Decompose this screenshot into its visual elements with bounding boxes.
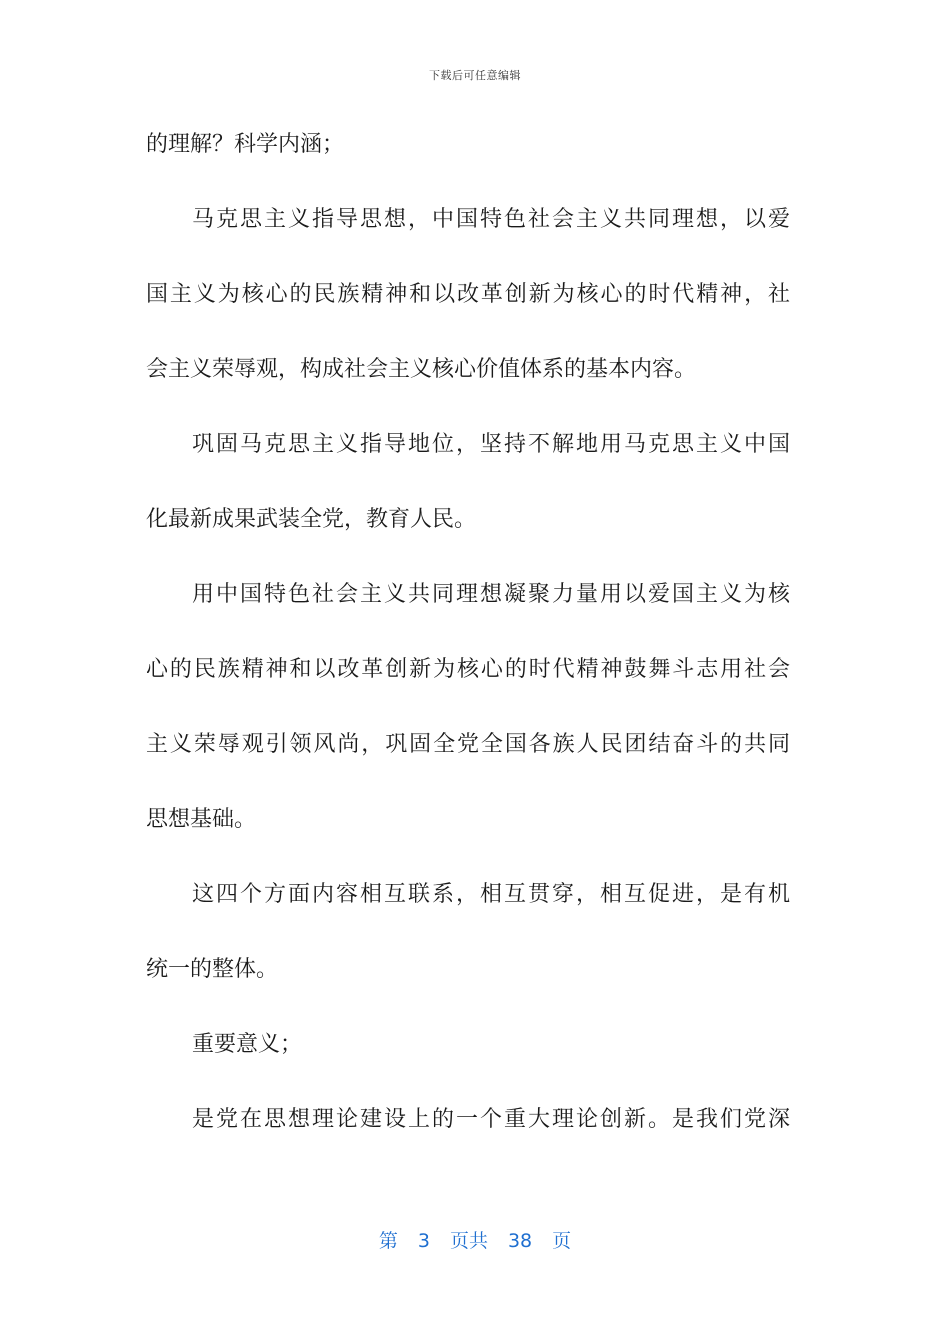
page-prefix: 第 (378, 1230, 398, 1252)
paragraph-line: 用中国特色社会主义共同理想凝聚力量用以爱国主义为核 (192, 582, 790, 607)
paragraph-line: 化最新成果武装全党，教育人民。 (146, 507, 477, 532)
paragraph-line: 巩固马克思主义指导地位，坚持不解地用马克思主义中国 (192, 432, 790, 457)
paragraph-line: 这四个方面内容相互联系，相互贯穿，相互促进，是有机 (192, 882, 790, 907)
page-suffix: 页 (552, 1230, 572, 1252)
paragraph-line: 的理解？科学内涵； (146, 132, 345, 157)
paragraph-line: 会主义荣辱观，构成社会主义核心价值体系的基本内容。 (146, 357, 697, 382)
paragraph-line: 马克思主义指导思想，中国特色社会主义共同理想，以爱 (192, 207, 790, 232)
paragraph-line: 重要意义； (192, 1032, 303, 1057)
paragraph-line: 思想基础。 (146, 807, 257, 832)
paragraph-line: 统一的整体。 (146, 957, 279, 982)
page-number-footer (0, 1226, 950, 1253)
paragraph-line: 国主义为核心的民族精神和以改革创新为核心的时代精神，社 (146, 282, 790, 307)
paragraph-line: 是党在思想理论建设上的一个重大理论创新。是我们党深 (192, 1107, 790, 1132)
paragraph-line: 主义荣辱观引领风尚，巩固全党全国各族人民团结奋斗的共同 (146, 732, 790, 757)
page-current: 3 (417, 1230, 430, 1252)
paragraph-line: 心的民族精神和以改革创新为核心的时代精神鼓舞斗志用社会 (146, 657, 790, 682)
page-middle: 页共 (449, 1230, 488, 1252)
page-total: 38 (507, 1230, 533, 1252)
header-note: 下载后可任意编辑 (429, 69, 521, 82)
document-body (146, 124, 790, 1174)
